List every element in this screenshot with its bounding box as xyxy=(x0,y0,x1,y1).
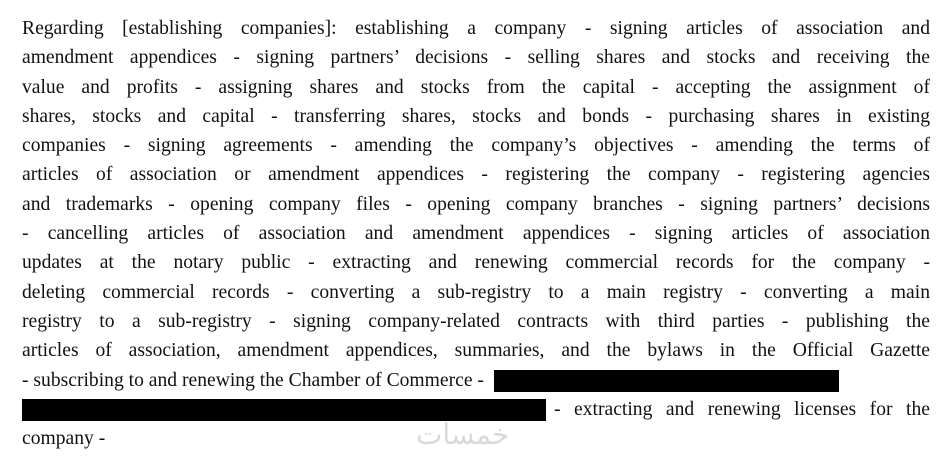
text-line: and trademarks - opening company files - opening company branches - signing partners’ decisions xyxy=(22,193,930,215)
redaction-block xyxy=(494,370,839,392)
document-body xyxy=(22,14,930,453)
text-line: value and profits - assigning shares and stocks from the capital - accepting the assignment of xyxy=(22,76,930,98)
text-line: shares, stocks and capital - transferring shares, stocks and bonds - purchasing shares in existing xyxy=(22,105,930,127)
text-line: companies - signing agreements - amending the company’s objectives - amending the terms of xyxy=(22,135,930,157)
text-line: amendment appendices - signing partners’ decisions - selling shares and stocks and receiving the xyxy=(22,47,930,69)
text-segment: - subscribing to and renewing the Chamber of Commerce - xyxy=(22,369,484,391)
text-line: updates at the notary public - extracting and renewing commercial records for the company - xyxy=(22,252,930,274)
watermark-logo: خمسات xyxy=(416,418,510,451)
text-line: registry to a sub-registry - signing company-related contracts with third parties - publishing the xyxy=(22,310,930,332)
text-line: - cancelling articles of association and amendment appendices - signing articles of association xyxy=(22,223,930,245)
text-line: company - xyxy=(22,428,106,450)
text-segment: - extracting and renewing licenses for the xyxy=(554,398,930,420)
text-line: articles of association or amendment appendices - registering the company - registering agencies xyxy=(22,164,930,186)
text-line: Regarding [establishing companies]: establishing a company - signing articles of association and xyxy=(22,18,930,39)
text-line: deleting commercial records - converting a sub-registry to a main registry - converting a main xyxy=(22,281,930,303)
text-line: articles of association, amendment appendices, summaries, and the bylaws in the Official Gazette xyxy=(22,340,930,362)
text-line-with-redaction xyxy=(22,366,930,395)
